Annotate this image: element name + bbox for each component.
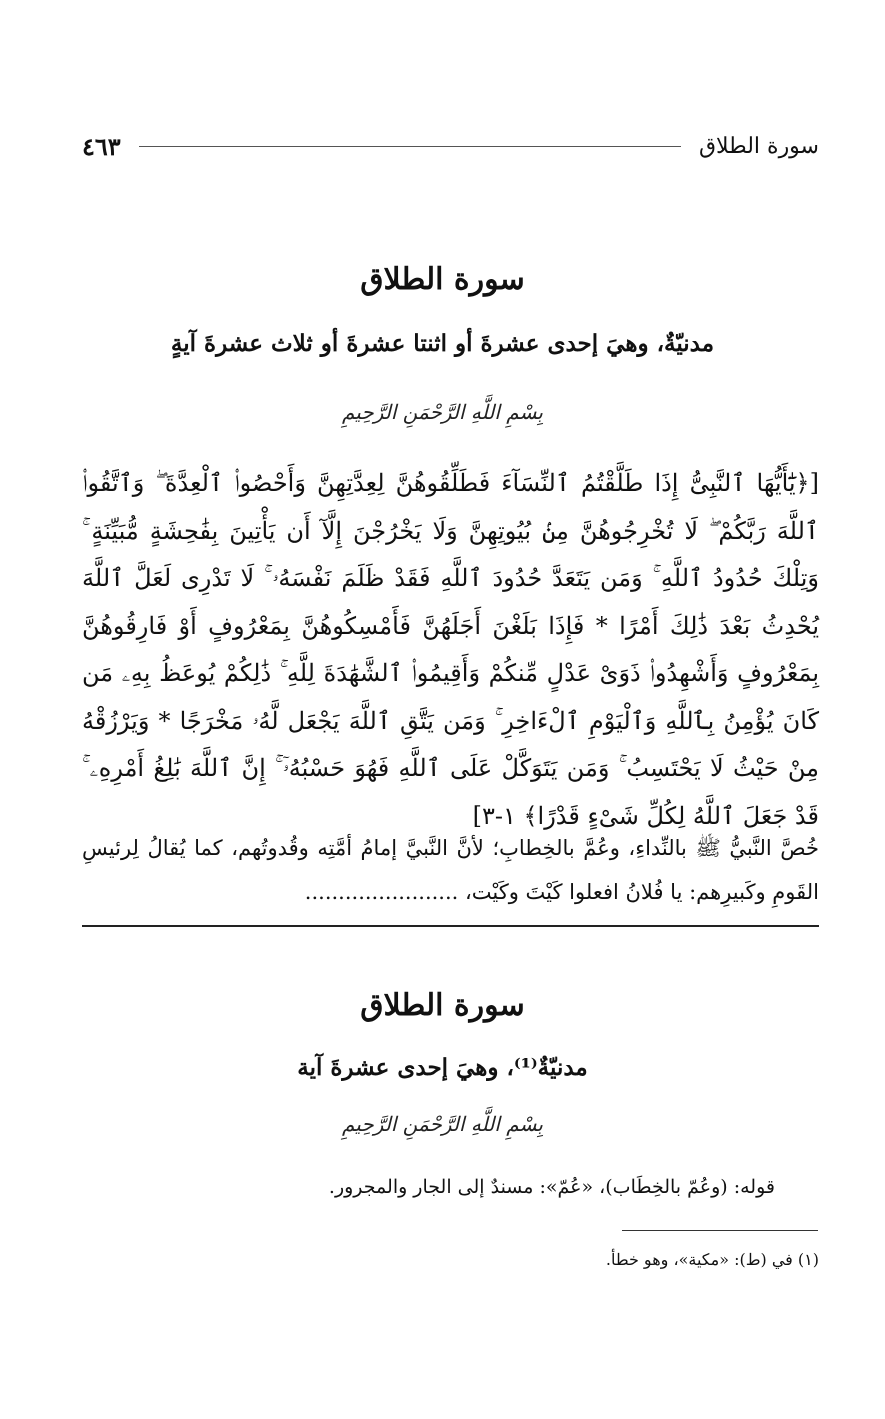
section2-title: سورة الطلاق xyxy=(360,988,525,1023)
page-number: ٤٦٣ xyxy=(82,131,121,161)
quran-verses: [﴿يَٰٓأَيُّهَا ٱلنَّبِىُّ إِذَا طَلَّقْتُمُ ٱلنِّسَآءَ فَطَلِّقُوهُنَّ لِعِدَّتِهِنَّ وَأَحْصُوا۟ ٱلْعِدَّةَ ۖ وَٱتَّقُوا۟ ٱللَّهَ رَبَّكُمْ ۖ لَا تُخْرِجُوهُنَّ مِنۢ بُيُوتِهِنَّ وَلَا يَخْرُجْنَ إِلَّآ أَن يَأْتِينَ بِفَٰحِشَةٍ مُّبَيِّنَةٍ ۚ وَتِلْكَ حُدُودُ ٱللَّهِ ۚ وَمَن يَتَعَدَّ حُدُودَ ٱللَّهِ فَقَدْ ظَلَمَ نَفْسَهُۥ ۚ لَا تَدْرِى لَعَلَّ ٱللَّهَ يُحْدِثُ بَعْدَ ذَٰلِكَ أَمْرًا * فَإِذَا بَلَغْنَ أَجَلَهُنَّ فَأَمْسِكُوهُنَّ بِمَعْرُوفٍ أَوْ فَارِقُوهُنَّ بِمَعْرُوفٍ وَأَشْهِدُوا۟ ذَوَىْ عَدْلٍ مِّنكُمْ وَأَقِيمُوا۟ ٱلشَّهَٰدَةَ لِلَّهِ ۚ ذَٰلِكُمْ يُوعَظُ بِهِۦ مَن كَانَ يُؤْمِنُ بِٱللَّهِ وَٱلْيَوْمِ ٱلْءَاخِرِ ۚ وَمَن يَتَّقِ ٱللَّهَ يَجْعَل لَّهُۥ مَخْرَجًا * وَيَرْزُقْهُ مِنْ حَيْثُ لَا يَحْتَسِبُ ۚ وَمَن يَتَوَكَّلْ عَلَى ٱللَّهِ فَهُوَ حَسْبُهُۥٓ ۚ إِنَّ ٱللَّهَ بَٰلِغُ أَمْرِهِۦ ۚ قَدْ جَعَلَ ٱللَّهُ لِكُلِّ شَىْءٍ قَدْرًا﴾ ١-٣] xyxy=(82,469,819,830)
section1-basmala: بِسْمِ اللَّهِ الرَّحْمَنِ الرَّحِيمِ xyxy=(341,400,543,424)
header-rule xyxy=(139,146,681,147)
section2-subtitle: مدنيّةٌ⁽¹⁾، وهيَ إحدى عشرةَ آية xyxy=(297,1054,588,1081)
header-surah-name: سورة الطلاق xyxy=(698,133,819,159)
section1-subtitle: مدنيّةٌ، وهيَ إحدى عشرةَ أو اثنتا عشرةَ أو ثلاث عشرةَ آيةٍ xyxy=(170,330,715,357)
section1-title: سورة الطلاق xyxy=(360,262,525,297)
running-header xyxy=(82,128,819,164)
section-divider xyxy=(82,925,819,927)
footnote-rule xyxy=(622,1230,818,1231)
footnote: (١) في (ط): «مكية»، وهو خطأ. xyxy=(605,1250,819,1269)
section2-basmala: بِسْمِ اللَّهِ الرَّحْمَنِ الرَّحِيمِ xyxy=(341,1112,543,1136)
commentary-text: خُصَّ النَّبيُّ ﷺ بالنِّداءِ، وعُمَّ بالخِطابِ؛ لأنَّ النَّبيَّ إمامُ أمَّتِه وقُدوتُهم، كما يُقالُ لِرئيسِ القَومِ وكَبيرِهم: يا فُلانُ افعلوا كَيْتَ وكَيْت، ....................... xyxy=(82,836,819,904)
section2-note: قوله: (وعُمّ بالخِطَاب)، «عُمّ»: مسندٌ إلى الجار والمجرور. xyxy=(328,1176,775,1198)
